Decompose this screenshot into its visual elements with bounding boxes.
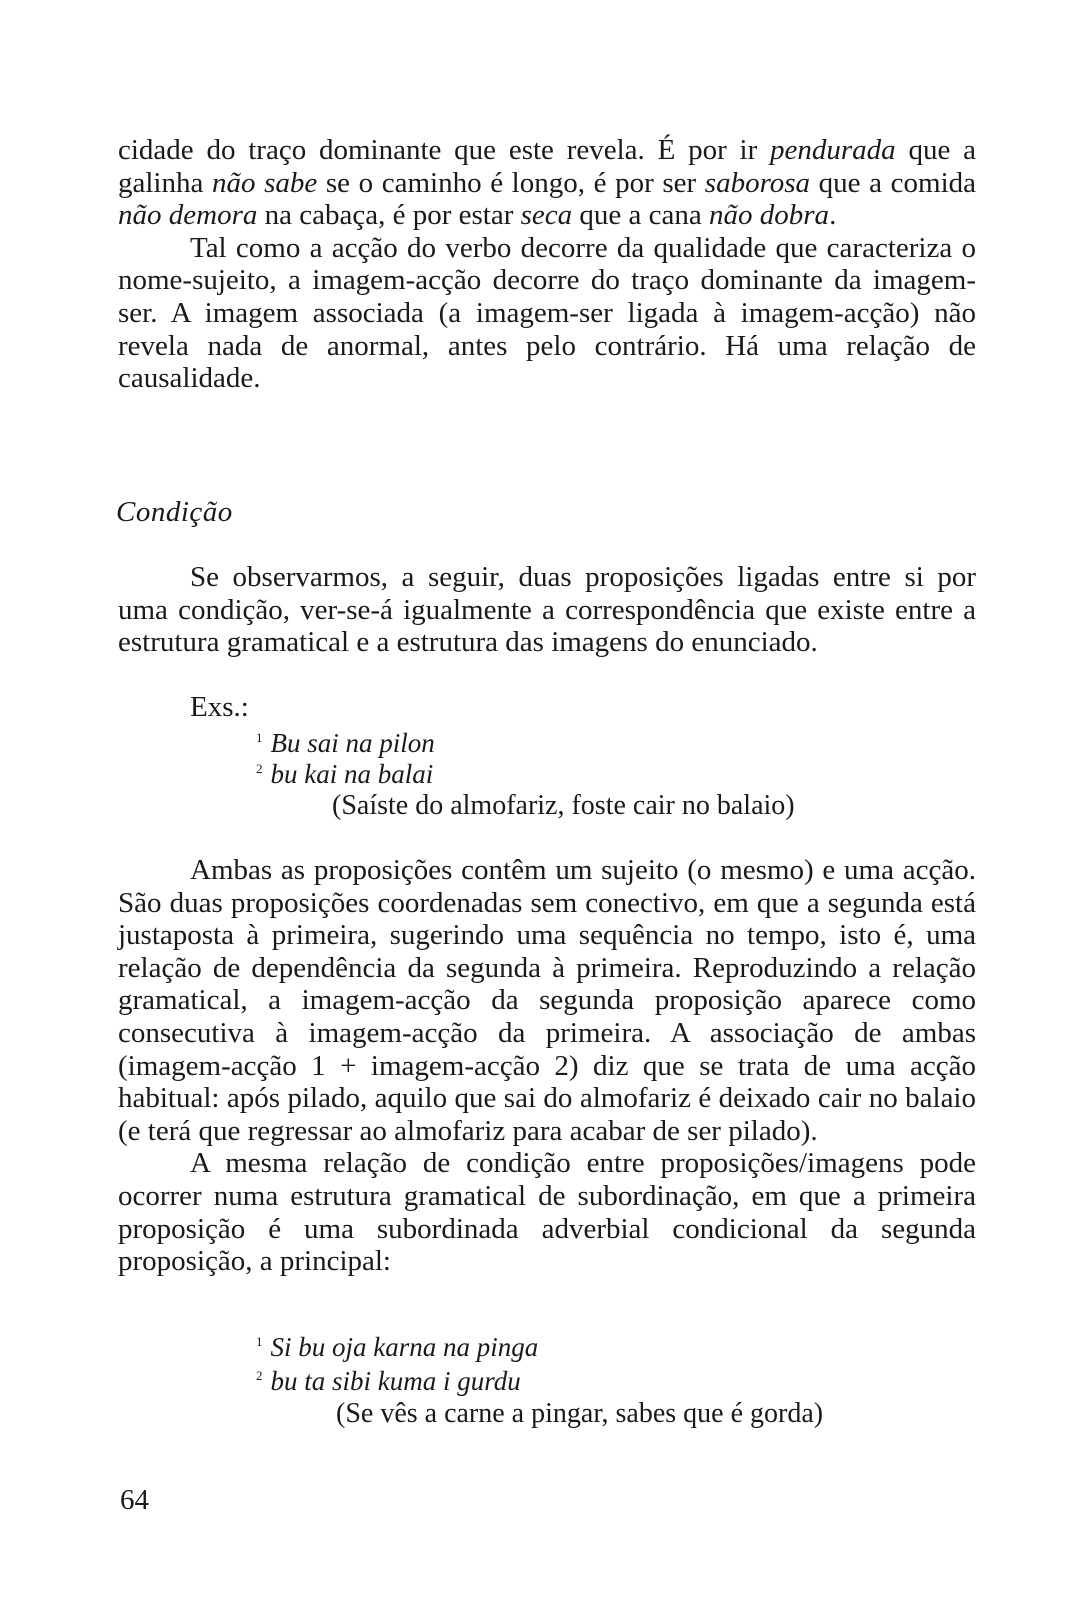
paragraph-subordination-intro: A mesma relação de condição entre proposições/imagens pode ocorrer numa estrutura gramatical de subordinação, em que a primeira proposição é uma subordinada adverbial condicional da segunda proposição, a principal: xyxy=(118,1147,976,1278)
example-1-translation: (Saíste do almofariz, foste cair no balaio) xyxy=(332,790,795,821)
text-run: . xyxy=(829,199,837,232)
italic-run: não sabe xyxy=(211,166,318,199)
paragraph-coordination-analysis: Ambas as proposições contêm um sujeito (o mesmo) e uma acção. São duas proposições coordenadas sem conectivo, em que a segunda está justaposta à primeira, sugerindo uma sequência no tempo, isto é, uma relação de dependência da segunda à primeira. Reproduzindo a relação gramatical, a imagem-acção da segunda proposição aparece como consecutiva à imagem-acção da primeira. A associação de ambas (imagem-acção 1 + imagem-acção 2) diz que se trata de uma acção habitual: após pilado, aquilo que sai do almofariz é deixado cair no balaio (e terá que regressar ao almofariz para acabar de ser pilado). xyxy=(118,854,976,1147)
text-run: na cabaça, é por estar xyxy=(257,199,521,232)
line-marker: 1 xyxy=(256,1334,263,1349)
example-text: bu ta sibi kuma i gurdu xyxy=(270,1366,521,1396)
line-marker: 1 xyxy=(256,730,263,745)
paragraph-block-1 xyxy=(118,134,976,395)
text-run: que a comida xyxy=(810,166,976,199)
example-2-line-1 xyxy=(256,1332,538,1363)
example-1-line-2 xyxy=(256,759,433,790)
italic-run: não demora xyxy=(118,199,258,232)
paragraph-causality-examples xyxy=(118,134,976,232)
italic-run: não dobra xyxy=(709,199,830,232)
example-text: bu kai na balai xyxy=(270,759,434,789)
line-marker: 2 xyxy=(256,1368,263,1383)
paragraph-block-2 xyxy=(118,561,976,659)
paragraph-condition-intro: Se observarmos, a seguir, duas proposições ligadas entre si por uma condição, ver-se-á igualmente a correspondência que existe entre a estrutura gramatical e a estrutura das imagens do enunciado. xyxy=(118,561,976,659)
text-run: que a cana xyxy=(572,199,710,232)
italic-run: saborosa xyxy=(704,166,811,199)
page-number: 64 xyxy=(120,1484,149,1516)
text-run: que a galinha xyxy=(118,134,976,199)
italic-run: seca xyxy=(520,199,573,232)
example-2-translation: (Se vês a carne a pingar, sabes que é gorda) xyxy=(336,1398,824,1429)
example-text: Bu sai na pilon xyxy=(270,728,435,758)
example-2-line-2 xyxy=(256,1366,521,1397)
line-marker: 2 xyxy=(256,761,263,776)
text-run: se o caminho é longo, é por ser xyxy=(317,166,705,199)
examples-label: Exs.: xyxy=(190,691,249,723)
italic-run: pendurada xyxy=(770,134,896,166)
example-text: Si bu oja karna na pinga xyxy=(270,1332,539,1362)
text-run: cidade do traço dominante que este revela. É por ir xyxy=(118,134,771,166)
paragraph-block-3 xyxy=(118,854,976,1278)
section-heading: Condição xyxy=(116,496,233,528)
example-1-line-1 xyxy=(256,728,435,759)
paragraph-causality-summary: Tal como a acção do verbo decorre da qualidade que caracteriza o nome-sujeito, a imagem-acção decorre do traço dominante da imagem-ser. A imagem associada (a imagem-ser ligada à imagem-acção) não revela nada de anormal, antes pelo contrário. Há uma relação de causalidade. xyxy=(118,231,976,395)
